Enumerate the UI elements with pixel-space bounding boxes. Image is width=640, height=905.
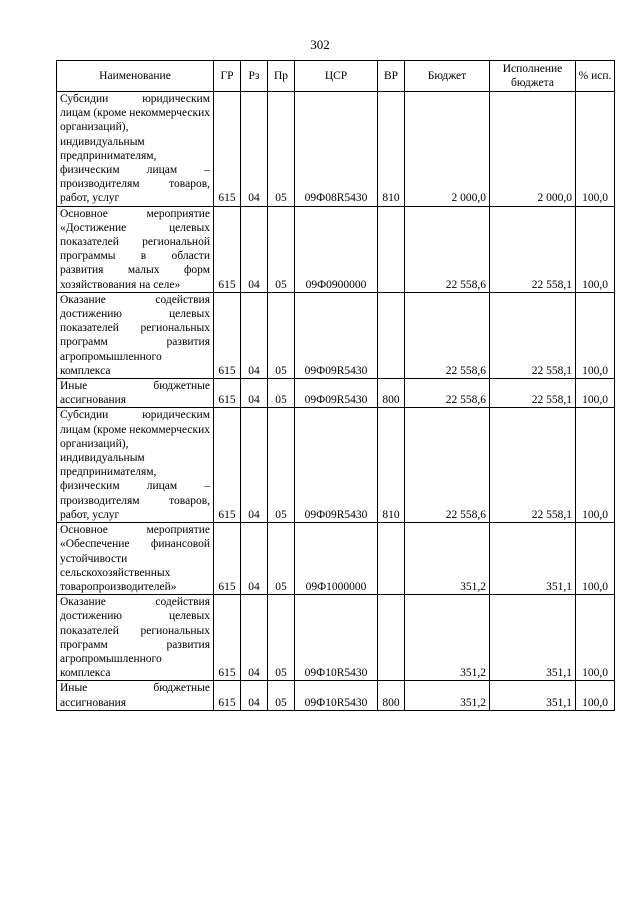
table-header xyxy=(57,61,615,92)
row-budget: 2 000,0 xyxy=(405,92,490,207)
row-csr: 09Ф0900000 xyxy=(295,206,378,292)
row-rz: 04 xyxy=(241,379,268,408)
row-gr: 615 xyxy=(214,523,241,595)
row-rz: 04 xyxy=(241,292,268,378)
row-pr: 05 xyxy=(268,206,295,292)
table-row xyxy=(57,595,615,681)
page-number: 302 xyxy=(310,37,330,52)
row-execution: 22 558,1 xyxy=(490,292,576,378)
row-percent: 100,0 xyxy=(576,523,615,595)
row-pr: 05 xyxy=(268,408,295,523)
row-execution: 351,1 xyxy=(490,681,576,710)
row-vr: 800 xyxy=(378,379,405,408)
row-execution: 2 000,0 xyxy=(490,92,576,207)
row-gr: 615 xyxy=(214,292,241,378)
row-pr: 05 xyxy=(268,292,295,378)
row-csr: 09Ф08R5430 xyxy=(295,92,378,207)
row-budget: 22 558,6 xyxy=(405,379,490,408)
row-name: Основное мероприятие «Достижение целевых показателей региональной программы в области развития малых форм хозяйствования на селе» xyxy=(57,206,214,292)
row-pr: 05 xyxy=(268,595,295,681)
header-rz: Рз xyxy=(241,61,268,92)
row-rz: 04 xyxy=(241,92,268,207)
table-row xyxy=(57,206,615,292)
header-budget: Бюджет xyxy=(405,61,490,92)
table-row xyxy=(57,292,615,378)
row-execution: 22 558,1 xyxy=(490,206,576,292)
row-percent: 100,0 xyxy=(576,408,615,523)
header-vr: ВР xyxy=(378,61,405,92)
header-gr: ГР xyxy=(214,61,241,92)
row-rz: 04 xyxy=(241,595,268,681)
row-percent: 100,0 xyxy=(576,681,615,710)
row-budget: 22 558,6 xyxy=(405,206,490,292)
row-budget: 351,2 xyxy=(405,523,490,595)
row-name: Иные бюджетные ассигнования xyxy=(57,681,214,710)
row-pr: 05 xyxy=(268,681,295,710)
row-percent: 100,0 xyxy=(576,206,615,292)
row-name: Субсидии юридическим лицам (кроме некоммерческих организаций), индивидуальным предпринимателям, физическим лицам – производителям товаров, работ, услуг xyxy=(57,92,214,207)
row-percent: 100,0 xyxy=(576,379,615,408)
row-name: Оказание содействия достижению целевых показателей региональных программ развития агропромышленного комплекса xyxy=(57,292,214,378)
row-vr xyxy=(378,523,405,595)
table-row xyxy=(57,681,615,710)
row-name: Иные бюджетные ассигнования xyxy=(57,379,214,408)
row-vr xyxy=(378,206,405,292)
row-rz: 04 xyxy=(241,408,268,523)
row-pr: 05 xyxy=(268,379,295,408)
row-csr: 09Ф09R5430 xyxy=(295,379,378,408)
row-vr: 810 xyxy=(378,408,405,523)
row-gr: 615 xyxy=(214,408,241,523)
row-execution: 351,1 xyxy=(490,523,576,595)
row-vr: 810 xyxy=(378,92,405,207)
row-rz: 04 xyxy=(241,523,268,595)
table-body xyxy=(57,92,615,711)
row-gr: 615 xyxy=(214,379,241,408)
header-name: Наименование xyxy=(57,61,214,92)
row-name: Основное мероприятие «Обеспечение финансовой устойчивости сельскохозяйственных товаропроизводителей» xyxy=(57,523,214,595)
row-vr xyxy=(378,595,405,681)
row-gr: 615 xyxy=(214,595,241,681)
row-execution: 351,1 xyxy=(490,595,576,681)
header-execution: Исполнение бюджета xyxy=(490,61,576,92)
row-name: Оказание содействия достижению целевых показателей региональных программ развития агропромышленного комплекса xyxy=(57,595,214,681)
row-budget: 22 558,6 xyxy=(405,408,490,523)
row-name: Субсидии юридическим лицам (кроме некоммерческих организаций), индивидуальным предпринимателям, физическим лицам – производителям товаров, работ, услуг xyxy=(57,408,214,523)
budget-table xyxy=(56,60,615,711)
row-rz: 04 xyxy=(241,206,268,292)
row-execution: 22 558,1 xyxy=(490,379,576,408)
row-gr: 615 xyxy=(214,206,241,292)
row-gr: 615 xyxy=(214,681,241,710)
row-percent: 100,0 xyxy=(576,92,615,207)
table-row xyxy=(57,408,615,523)
header-row xyxy=(57,61,615,92)
row-vr: 800 xyxy=(378,681,405,710)
row-percent: 100,0 xyxy=(576,292,615,378)
row-budget: 22 558,6 xyxy=(405,292,490,378)
row-csr: 09Ф09R5430 xyxy=(295,408,378,523)
header-csr: ЦСР xyxy=(295,61,378,92)
row-gr: 615 xyxy=(214,92,241,207)
header-pr: Пр xyxy=(268,61,295,92)
row-rz: 04 xyxy=(241,681,268,710)
row-pr: 05 xyxy=(268,92,295,207)
row-percent: 100,0 xyxy=(576,595,615,681)
row-vr xyxy=(378,292,405,378)
table-row xyxy=(57,379,615,408)
row-csr: 09Ф09R5430 xyxy=(295,292,378,378)
row-csr: 09Ф10R5430 xyxy=(295,681,378,710)
table-row xyxy=(57,92,615,207)
row-csr: 09Ф10R5430 xyxy=(295,595,378,681)
row-budget: 351,2 xyxy=(405,595,490,681)
row-csr: 09Ф1000000 xyxy=(295,523,378,595)
row-budget: 351,2 xyxy=(405,681,490,710)
row-execution: 22 558,1 xyxy=(490,408,576,523)
header-percent: % исп. xyxy=(576,61,615,92)
table-row xyxy=(57,523,615,595)
row-pr: 05 xyxy=(268,523,295,595)
